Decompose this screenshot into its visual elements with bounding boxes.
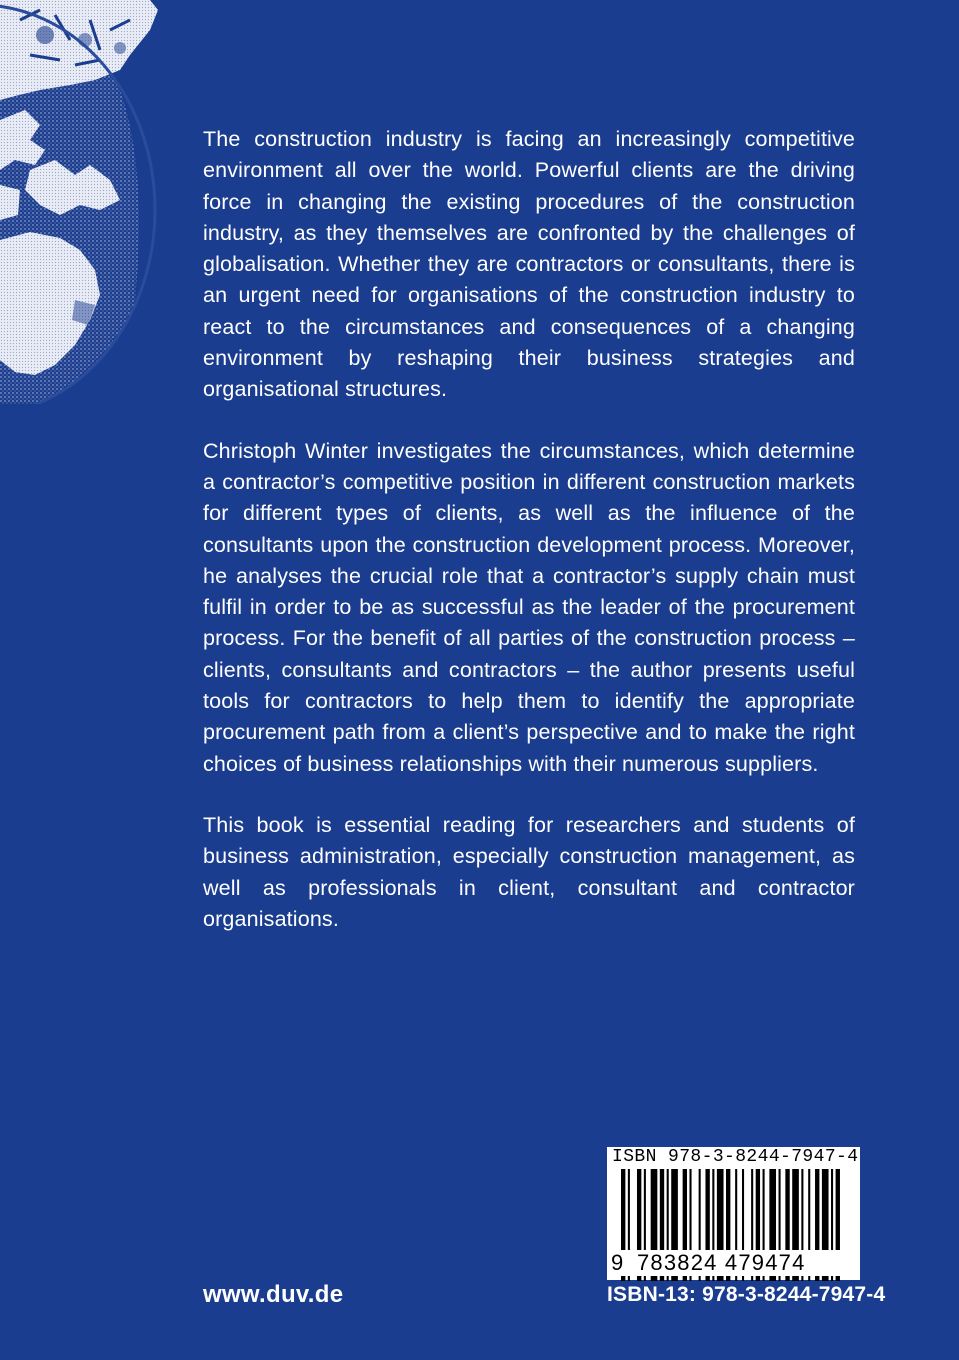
barcode-digits: [611, 1250, 856, 1276]
blurb-paragraph: Christoph Winter investigates the circumstances, which determine a contractor’s competitive position in different construction markets for different types of clients, as well as the influence of the consultants upon the construction development process. Moreover, he analyses the crucial role that a contractor’s supply chain must fulfil in order to be as successful as the leader of the procurement process. For the benefit of all parties of the construction process – clients, consultants and contractors – the author presents useful tools for contractors to help them to identify the appropriate procurement path from a client’s perspective and to make the right choices of business relationships with their numerous suppliers.: [203, 438, 855, 776]
barcode: [607, 1147, 860, 1280]
globe-illustration: [0, 0, 158, 404]
barcode-digits-rest: 783824 479474: [637, 1250, 806, 1275]
blurb: [203, 124, 855, 965]
blurb-paragraph: This book is essential reading for researchers and students of business administration, especially construction management, as well as professionals in client, consultant and contractor organisations.: [203, 812, 855, 931]
blurb-paragraph: The construction industry is facing an increasingly competitive environment all over the world. Powerful clients are the driving force in changing the existing procedures of the construction industry, as they themselves are confronted by the challenges of globalisation. Whether they are contractors or consultants, there is an urgent need for organisations of the construction industry to react to the circumstances and consequences of a changing environment by reshaping their business strategies and organisational structures.: [203, 127, 855, 402]
isbn-13: ISBN-13: 978-3-8244-7947-4: [607, 1283, 886, 1306]
globe-icon: [0, 0, 158, 404]
isbn-label: ISBN 978-3-8244-7947-4: [612, 1147, 859, 1167]
publisher-url[interactable]: www.duv.de: [203, 1281, 344, 1308]
barcode-digit-first: 9: [611, 1250, 625, 1275]
